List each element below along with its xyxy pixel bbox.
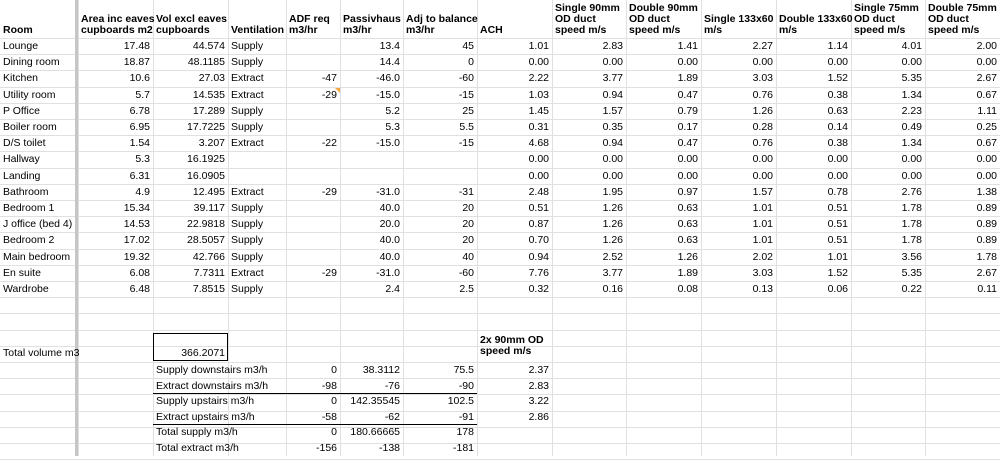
table-cell[interactable]: -15.0 bbox=[376, 137, 400, 149]
table-cell[interactable]: 0.25 bbox=[976, 121, 997, 133]
table-cell[interactable]: 0.22 bbox=[901, 283, 922, 295]
column-header[interactable]: Single 75mm OD duct speed m/s bbox=[854, 2, 919, 36]
table-cell[interactable]: 0.08 bbox=[677, 283, 698, 295]
table-cell[interactable]: Extract bbox=[231, 186, 264, 198]
table-cell[interactable]: 1.26 bbox=[602, 234, 623, 246]
summary-passiv-cell[interactable]: 180.66665 bbox=[350, 426, 400, 438]
table-cell[interactable]: 1.45 bbox=[528, 105, 549, 117]
table-cell[interactable]: 1.78 bbox=[901, 202, 922, 214]
table-cell[interactable]: Extract bbox=[231, 72, 264, 84]
table-cell[interactable]: 0.16 bbox=[602, 283, 623, 295]
table-cell[interactable]: 1.78 bbox=[901, 234, 922, 246]
table-cell[interactable]: 28.5057 bbox=[187, 234, 225, 246]
table-cell[interactable]: 7.76 bbox=[528, 267, 549, 279]
table-cell[interactable]: Supply bbox=[231, 251, 264, 263]
row-gridline bbox=[0, 313, 1000, 314]
table-cell[interactable]: 0.17 bbox=[677, 121, 698, 133]
table-cell[interactable]: -22 bbox=[321, 137, 337, 149]
table-cell[interactable]: -46.0 bbox=[376, 72, 400, 84]
column-header[interactable]: Room bbox=[3, 24, 33, 36]
table-cell[interactable]: 0.00 bbox=[602, 153, 623, 165]
table-cell[interactable]: 0.00 bbox=[827, 153, 848, 165]
table-cell[interactable]: 1.11 bbox=[977, 105, 997, 117]
table-cell[interactable]: 3.77 bbox=[602, 267, 623, 279]
table-cell[interactable]: -31.0 bbox=[376, 267, 400, 279]
table-cell[interactable]: 1.52 bbox=[827, 267, 848, 279]
room-name-cell[interactable]: Hallway bbox=[3, 153, 40, 165]
table-cell[interactable]: 14.53 bbox=[123, 218, 150, 230]
table-cell[interactable]: Extract bbox=[231, 89, 264, 101]
table-cell[interactable]: 4.68 bbox=[528, 137, 549, 149]
table-cell[interactable]: 5.5 bbox=[459, 121, 474, 133]
table-cell[interactable]: 2.48 bbox=[528, 186, 549, 198]
table-cell[interactable]: 0.28 bbox=[752, 121, 773, 133]
table-cell[interactable]: Supply bbox=[231, 218, 264, 230]
summary-label-cell[interactable]: Total supply m3/h bbox=[156, 426, 238, 438]
table-cell[interactable]: 0.38 bbox=[827, 137, 848, 149]
table-cell[interactable]: 3.56 bbox=[901, 251, 922, 263]
table-cell[interactable]: -47 bbox=[321, 72, 337, 84]
table-cell[interactable]: 1.57 bbox=[752, 186, 773, 198]
table-cell[interactable]: 1.38 bbox=[976, 186, 997, 198]
table-cell[interactable]: 1.01 bbox=[752, 234, 773, 246]
table-cell[interactable]: 48.1185 bbox=[187, 56, 225, 68]
table-cell[interactable]: -60 bbox=[458, 267, 474, 279]
table-cell[interactable]: 2.27 bbox=[752, 40, 773, 52]
table-cell[interactable]: 3.77 bbox=[602, 72, 623, 84]
table-cell[interactable]: 4.9 bbox=[135, 186, 150, 198]
room-name-cell[interactable]: Bedroom 2 bbox=[3, 234, 55, 246]
summary-label-cell[interactable]: Supply downstairs m3/h bbox=[156, 364, 268, 376]
table-cell[interactable]: 0.00 bbox=[602, 56, 623, 68]
room-name-cell[interactable]: Main bedroom bbox=[3, 251, 71, 263]
table-cell[interactable]: 0.97 bbox=[677, 186, 698, 198]
column-header[interactable]: Adj to balance m3/hr bbox=[406, 13, 478, 36]
table-cell[interactable]: 1.34 bbox=[901, 137, 922, 149]
room-name-cell[interactable]: Lounge bbox=[3, 40, 39, 52]
room-name-cell[interactable]: J office (bed 4) bbox=[3, 218, 73, 230]
table-cell[interactable]: 0.47 bbox=[677, 89, 698, 101]
summary-adj-cell[interactable]: -91 bbox=[458, 411, 474, 423]
duct-speed-header: 2x 90mm OD speed m/s bbox=[480, 334, 544, 357]
table-cell[interactable]: 0.38 bbox=[827, 89, 848, 101]
summary-speed-cell[interactable]: 2.37 bbox=[528, 364, 549, 376]
table-cell[interactable]: -31 bbox=[458, 186, 474, 198]
table-cell[interactable]: 6.78 bbox=[129, 105, 150, 117]
summary-speed-cell[interactable]: 2.86 bbox=[528, 411, 549, 423]
table-cell[interactable]: -15.0 bbox=[376, 89, 400, 101]
table-cell[interactable]: Supply bbox=[231, 105, 264, 117]
table-cell[interactable]: 15.34 bbox=[123, 202, 150, 214]
summary-label-cell[interactable]: Supply upstairs m3/h bbox=[156, 395, 255, 407]
table-cell[interactable]: 0.00 bbox=[752, 56, 773, 68]
table-cell[interactable]: 6.31 bbox=[129, 170, 150, 182]
table-cell[interactable]: 0.76 bbox=[752, 137, 773, 149]
table-cell[interactable]: 0.94 bbox=[602, 89, 623, 101]
room-name-cell[interactable]: Wardrobe bbox=[3, 283, 49, 295]
room-name-cell[interactable]: Boiler room bbox=[3, 121, 57, 133]
room-name-cell[interactable]: Landing bbox=[3, 170, 41, 182]
row-gridline bbox=[0, 297, 1000, 298]
table-cell[interactable]: 0.31 bbox=[528, 121, 549, 133]
table-cell[interactable]: -29 bbox=[321, 89, 337, 101]
column-header[interactable]: Ventilation bbox=[231, 24, 285, 36]
table-cell[interactable]: 2.02 bbox=[752, 251, 773, 263]
table-cell[interactable]: 0.00 bbox=[901, 170, 922, 182]
table-cell[interactable]: 0.00 bbox=[976, 56, 997, 68]
summary-adf-cell[interactable]: 0 bbox=[331, 364, 337, 376]
table-cell[interactable]: 0.00 bbox=[602, 170, 623, 182]
room-name-cell[interactable]: D/S toilet bbox=[3, 137, 46, 149]
column-header[interactable]: Passivhaus m3/hr bbox=[343, 13, 401, 36]
table-cell[interactable]: 0.63 bbox=[827, 105, 848, 117]
table-cell[interactable]: 19.32 bbox=[123, 251, 150, 263]
summary-adj-cell[interactable]: 102.5 bbox=[447, 395, 474, 407]
summary-separator bbox=[153, 393, 477, 394]
table-cell[interactable]: 0.89 bbox=[976, 218, 997, 230]
table-cell[interactable]: 17.7225 bbox=[187, 121, 225, 133]
table-cell[interactable]: 22.9818 bbox=[187, 218, 225, 230]
table-cell[interactable]: 0.89 bbox=[976, 234, 997, 246]
total-volume-value: 366.2071 bbox=[181, 347, 225, 359]
column-header[interactable]: ADF req m3/hr bbox=[289, 13, 330, 36]
table-cell[interactable]: 2.00 bbox=[976, 40, 997, 52]
table-cell[interactable]: 40.0 bbox=[379, 234, 400, 246]
column-header[interactable]: Single 133x60 m/s bbox=[704, 13, 774, 36]
table-cell[interactable]: 0.32 bbox=[528, 283, 549, 295]
summary-adj-cell[interactable]: 178 bbox=[456, 426, 474, 438]
table-cell[interactable]: 0.76 bbox=[752, 89, 773, 101]
column-header[interactable]: ACH bbox=[480, 24, 503, 36]
table-cell[interactable]: 5.35 bbox=[901, 267, 922, 279]
table-cell[interactable]: 0.11 bbox=[977, 283, 997, 295]
table-cell[interactable]: 45 bbox=[462, 40, 474, 52]
summary-passiv-cell[interactable]: 142.35545 bbox=[350, 395, 400, 407]
table-cell[interactable]: -60 bbox=[458, 72, 474, 84]
table-cell[interactable]: 1.01 bbox=[752, 218, 773, 230]
table-cell[interactable]: 1.03 bbox=[528, 89, 549, 101]
table-cell[interactable]: 40.0 bbox=[379, 202, 400, 214]
table-cell[interactable]: 5.35 bbox=[901, 72, 922, 84]
table-cell[interactable]: 0.78 bbox=[827, 186, 848, 198]
table-cell[interactable]: 0.47 bbox=[677, 137, 698, 149]
table-cell[interactable]: 0.94 bbox=[528, 251, 549, 263]
table-cell[interactable]: 0.51 bbox=[827, 234, 848, 246]
table-cell[interactable]: 7.7311 bbox=[193, 267, 225, 279]
table-cell[interactable]: Supply bbox=[231, 202, 264, 214]
table-cell[interactable]: 0.35 bbox=[602, 121, 623, 133]
table-cell[interactable]: 17.289 bbox=[192, 105, 225, 117]
table-cell[interactable]: 0.79 bbox=[677, 105, 698, 117]
table-cell[interactable]: 0.00 bbox=[677, 56, 698, 68]
table-cell[interactable]: Supply bbox=[231, 283, 264, 295]
room-name-cell[interactable]: Bedroom 1 bbox=[3, 202, 55, 214]
table-cell[interactable]: 7.8515 bbox=[192, 283, 225, 295]
table-cell[interactable]: 0 bbox=[468, 56, 474, 68]
summary-label-cell[interactable]: Total extract m3/h bbox=[156, 442, 239, 454]
summary-passiv-cell[interactable]: -62 bbox=[384, 411, 400, 423]
table-cell[interactable]: 0.00 bbox=[976, 170, 997, 182]
table-cell[interactable]: 0.00 bbox=[752, 153, 773, 165]
table-cell[interactable]: 5.7 bbox=[135, 89, 150, 101]
table-cell[interactable]: Supply bbox=[231, 56, 264, 68]
table-cell[interactable]: 3.207 bbox=[198, 137, 225, 149]
table-cell[interactable]: Supply bbox=[231, 234, 264, 246]
table-cell[interactable]: 0.70 bbox=[528, 234, 549, 246]
table-cell[interactable]: 1.78 bbox=[976, 251, 997, 263]
table-cell[interactable]: 0.14 bbox=[827, 121, 848, 133]
table-cell[interactable]: 0.06 bbox=[827, 283, 848, 295]
column-header[interactable]: Double 90mm OD duct speed m/s bbox=[629, 2, 698, 36]
table-cell[interactable]: 3.03 bbox=[752, 72, 773, 84]
table-cell[interactable]: 42.766 bbox=[192, 251, 225, 263]
table-cell[interactable]: 0.00 bbox=[976, 153, 997, 165]
table-cell[interactable]: 0.89 bbox=[976, 202, 997, 214]
table-cell[interactable]: 0.63 bbox=[677, 218, 698, 230]
summary-adj-cell[interactable]: -90 bbox=[458, 380, 474, 392]
table-cell[interactable]: 0.00 bbox=[827, 56, 848, 68]
table-cell[interactable]: 1.01 bbox=[827, 251, 848, 263]
table-cell[interactable]: 2.4 bbox=[385, 283, 400, 295]
summary-label-cell[interactable]: Extract upstairs m3/h bbox=[156, 411, 255, 423]
table-cell[interactable]: -29 bbox=[321, 186, 337, 198]
table-cell[interactable]: 1.26 bbox=[752, 105, 773, 117]
table-cell[interactable]: 1.78 bbox=[901, 218, 922, 230]
row-gridline bbox=[0, 427, 1000, 428]
column-header[interactable]: Double 133x60 m/s bbox=[779, 13, 853, 36]
table-cell[interactable]: -29 bbox=[321, 267, 337, 279]
table-cell[interactable]: 25 bbox=[462, 105, 474, 117]
table-cell[interactable]: 0.67 bbox=[976, 137, 997, 149]
summary-adf-cell[interactable]: 0 bbox=[331, 395, 337, 407]
table-cell[interactable]: 0.13 bbox=[752, 283, 773, 295]
table-cell[interactable]: 0.49 bbox=[901, 121, 922, 133]
column-header[interactable]: Double 75mm OD duct speed m/s bbox=[928, 2, 997, 36]
table-cell[interactable]: 20 bbox=[462, 202, 474, 214]
table-cell[interactable]: Supply bbox=[231, 40, 264, 52]
table-cell[interactable]: 0.51 bbox=[827, 202, 848, 214]
summary-adj-cell[interactable]: -181 bbox=[452, 442, 474, 454]
row-gridline bbox=[0, 330, 1000, 331]
table-cell[interactable]: 40.0 bbox=[379, 251, 400, 263]
table-cell[interactable]: 16.0905 bbox=[187, 170, 225, 182]
table-cell[interactable]: 5.3 bbox=[135, 153, 150, 165]
table-cell[interactable]: Supply bbox=[231, 121, 264, 133]
table-cell[interactable]: -31.0 bbox=[376, 186, 400, 198]
table-cell[interactable]: 14.535 bbox=[192, 89, 225, 101]
table-cell[interactable]: 6.08 bbox=[129, 267, 150, 279]
table-cell[interactable]: 1.95 bbox=[602, 186, 623, 198]
table-cell[interactable]: 0.51 bbox=[528, 202, 549, 214]
table-cell[interactable]: 20 bbox=[462, 218, 474, 230]
room-name-cell[interactable]: En suite bbox=[3, 267, 41, 279]
table-cell[interactable]: 12.495 bbox=[192, 186, 225, 198]
summary-passiv-cell[interactable]: -76 bbox=[384, 380, 400, 392]
table-cell[interactable]: 1.89 bbox=[677, 267, 698, 279]
table-cell[interactable]: 40 bbox=[462, 251, 474, 263]
table-cell[interactable]: 2.5 bbox=[459, 283, 474, 295]
table-cell[interactable]: -15 bbox=[458, 89, 474, 101]
table-cell[interactable]: Extract bbox=[231, 137, 264, 149]
table-cell[interactable]: 0.63 bbox=[677, 202, 698, 214]
table-cell[interactable]: 2.76 bbox=[901, 186, 922, 198]
table-cell[interactable]: 3.03 bbox=[752, 267, 773, 279]
table-cell[interactable]: 16.1925 bbox=[187, 153, 225, 165]
table-cell[interactable]: 1.89 bbox=[677, 72, 698, 84]
table-cell[interactable]: 14.4 bbox=[379, 56, 400, 68]
table-cell[interactable]: 20.0 bbox=[379, 218, 400, 230]
table-cell[interactable]: 1.52 bbox=[827, 72, 848, 84]
summary-adf-cell[interactable]: -156 bbox=[315, 442, 337, 454]
table-cell[interactable]: 1.41 bbox=[677, 40, 698, 52]
table-cell[interactable]: 44.574 bbox=[192, 40, 225, 52]
row-gridline bbox=[0, 443, 1000, 444]
table-cell[interactable]: 4.01 bbox=[901, 40, 922, 52]
summary-speed-cell[interactable]: 2.83 bbox=[528, 380, 549, 392]
table-cell[interactable]: 6.48 bbox=[129, 283, 150, 295]
table-cell[interactable]: -15 bbox=[458, 137, 474, 149]
column-header[interactable]: Vol excl eaves cupboards bbox=[156, 13, 228, 36]
room-name-cell[interactable]: P Office bbox=[3, 105, 40, 117]
room-name-cell[interactable]: Utility room bbox=[3, 89, 56, 101]
table-cell[interactable]: 20 bbox=[462, 234, 474, 246]
table-cell[interactable]: 1.26 bbox=[602, 218, 623, 230]
table-cell[interactable]: 6.95 bbox=[129, 121, 150, 133]
table-cell[interactable]: 1.54 bbox=[129, 137, 150, 149]
summary-passiv-cell[interactable]: -138 bbox=[378, 442, 400, 454]
column-header[interactable]: Single 90mm OD duct speed m/s bbox=[555, 2, 620, 36]
table-cell[interactable]: 2.23 bbox=[901, 105, 922, 117]
summary-adj-cell[interactable]: 75.5 bbox=[453, 364, 474, 376]
table-cell[interactable]: 0.00 bbox=[677, 170, 698, 182]
table-cell[interactable]: 0.51 bbox=[827, 218, 848, 230]
table-cell[interactable]: 0.00 bbox=[528, 56, 549, 68]
table-cell[interactable]: 1.34 bbox=[901, 89, 922, 101]
column-header[interactable]: Area inc eaves cupboards m2 bbox=[81, 13, 155, 36]
total-volume-label: Total volume m3 bbox=[3, 347, 80, 359]
comment-indicator-icon[interactable] bbox=[335, 88, 340, 93]
table-cell[interactable]: 2.67 bbox=[976, 267, 997, 279]
table-cell[interactable]: 0.87 bbox=[528, 218, 549, 230]
table-cell[interactable]: 2.67 bbox=[976, 72, 997, 84]
table-cell[interactable]: 2.22 bbox=[528, 72, 549, 84]
summary-label-cell[interactable]: Extract downstairs m3/h bbox=[156, 380, 269, 392]
room-name-cell[interactable]: Kitchen bbox=[3, 72, 39, 84]
table-cell[interactable]: 2.52 bbox=[602, 251, 623, 263]
table-cell[interactable]: 0.00 bbox=[827, 170, 848, 182]
table-cell[interactable]: 0.63 bbox=[677, 234, 698, 246]
room-name-cell[interactable]: Dining room bbox=[3, 56, 60, 68]
table-cell[interactable]: 5.3 bbox=[385, 121, 400, 133]
table-cell[interactable]: 0.00 bbox=[901, 153, 922, 165]
table-cell[interactable]: 0.94 bbox=[602, 137, 623, 149]
table-cell[interactable]: 1.26 bbox=[677, 251, 698, 263]
table-cell[interactable]: 10.6 bbox=[129, 72, 150, 84]
table-cell[interactable]: 1.01 bbox=[528, 40, 549, 52]
summary-speed-cell[interactable]: 3.22 bbox=[528, 395, 549, 407]
table-cell[interactable]: 18.87 bbox=[123, 56, 150, 68]
table-cell[interactable]: 17.02 bbox=[123, 234, 150, 246]
table-cell[interactable]: 0.00 bbox=[677, 153, 698, 165]
table-cell[interactable]: 1.57 bbox=[602, 105, 623, 117]
table-cell[interactable]: 1.01 bbox=[752, 202, 773, 214]
table-cell[interactable]: 2.83 bbox=[602, 40, 623, 52]
summary-adf-cell[interactable]: -98 bbox=[321, 380, 337, 392]
summary-separator bbox=[153, 424, 477, 425]
summary-adf-cell[interactable]: -58 bbox=[321, 411, 337, 423]
table-cell[interactable]: 39.117 bbox=[193, 202, 225, 214]
table-cell[interactable]: Extract bbox=[231, 267, 264, 279]
table-cell[interactable]: 0.00 bbox=[752, 170, 773, 182]
table-cell[interactable]: 0.67 bbox=[976, 89, 997, 101]
table-cell[interactable]: 0.00 bbox=[528, 153, 549, 165]
summary-adf-cell[interactable]: 0 bbox=[331, 426, 337, 438]
summary-passiv-cell[interactable]: 38.3112 bbox=[362, 364, 400, 376]
room-name-cell[interactable]: Bathroom bbox=[3, 186, 49, 198]
table-cell[interactable]: 5.2 bbox=[385, 105, 400, 117]
table-cell[interactable]: 27.03 bbox=[198, 72, 225, 84]
table-cell[interactable]: 13.4 bbox=[379, 40, 400, 52]
table-cell[interactable]: 0.00 bbox=[528, 170, 549, 182]
table-cell[interactable]: 17.48 bbox=[123, 40, 150, 52]
table-cell[interactable]: 1.14 bbox=[827, 40, 848, 52]
table-cell[interactable]: 1.26 bbox=[602, 202, 623, 214]
table-cell[interactable]: 0.00 bbox=[901, 56, 922, 68]
